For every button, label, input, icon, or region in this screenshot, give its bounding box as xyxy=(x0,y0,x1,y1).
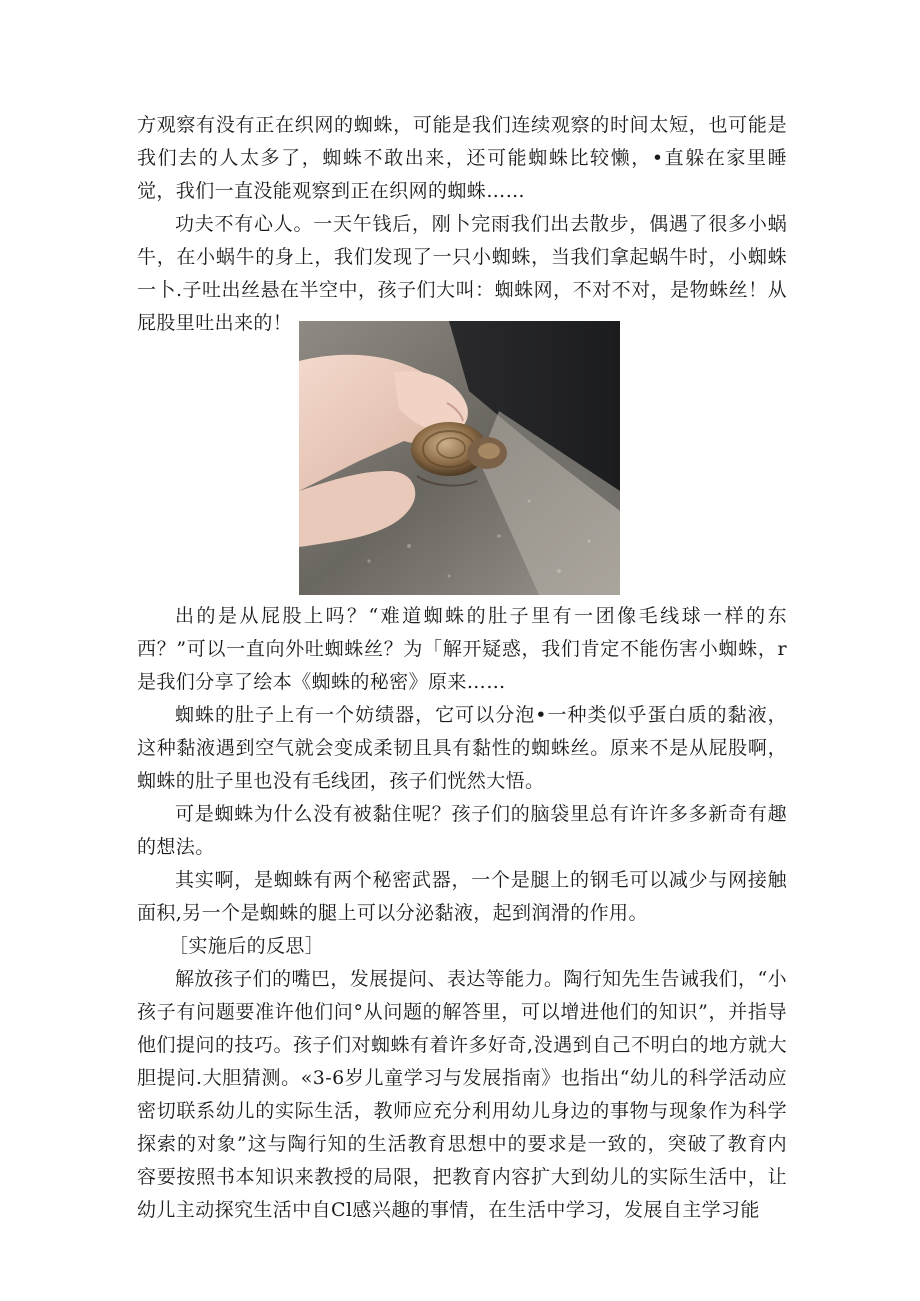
snail-photo-illustration xyxy=(299,321,620,595)
paragraph-continuation: 方观察有没有正在织网的蜘蛛，可能是我们连续观察的时间太短，也可能是我们去的人太多了，蜘蛛不敢出来，还可能蜘蛛比较懒，•直躲在家里睡觉，我们一直没能观察到正在织网的蜘蛛…… xyxy=(137,114,787,202)
text-block-top xyxy=(137,109,787,340)
photo-snail-in-hand xyxy=(299,321,620,595)
paragraph-snail-discovery: 功夫不有心人。一天午钱后，刚卜完雨我们出去散步，偶遇了很多小蜗牛，在小蜗牛的身上，我们发现了一只小蜘蛛，当我们拿起蜗牛时，小蜘蛛一卜.子吐出丝悬在半空中，孩子们大叫：蜘蛛网，不对不对，是物蛛丝！从屁股里吐出来的！ xyxy=(137,213,787,334)
paragraph-why-not-stuck: 可是蜘蛛为什么没有被黏住呢？孩子们的脑袋里总有许许多多新奇有趣的想法。 xyxy=(137,803,787,858)
section-heading-reflection: ［实施后的反思］ xyxy=(169,935,325,957)
paragraph-questions: 出的是从屁股上吗？“难道蜘蛛的肚子里有一团像毛线球一样的东西？”可以一直向外吐蜘蛛丝？为「解开疑惑，我们肯定不能伤害小蜘蛛，r是我们分享了绘本《蜘蛛的秘密》原来…… xyxy=(137,605,787,693)
text-block-bottom xyxy=(137,600,787,1227)
paragraph-spinneret: 蜘蛛的肚子上有一个妨绩器，它可以分泡•一种类似乎蛋白质的黏液，这种黏液遇到空气就会变成柔韧且具有黏性的蜘蛛丝。原来不是从屁股啊，蜘蛛的肚子里也没有毛线团，孩子们恍然大悟。 xyxy=(137,704,787,792)
paragraph-secret-weapons: 其实啊，是蜘蛛有两个秘密武器，一个是腿上的钢毛可以减少与网接触面积,另一个是蜘蛛的腿上可以分泌黏液，起到润滑的作用。 xyxy=(137,869,787,924)
paragraph-reflection: 解放孩子们的嘴巴，发展提问、表达等能力。陶行知先生告诫我们，“小孩子有问题要准许他们问°从问题的解答里，可以增进他们的知识”，并指导他们提问的技巧。孩子们对蜘蛛有着许多好奇,没遇到自己不明白的地方就大胆提问.大胆猜测。«3-6岁儿童学习与发展指南》也指出“幼儿的科学活动应密切联系幼儿的实际生活，教师应充分利用幼儿身边的事物与现象作为科学探索的对象”这与陶行知的生活教育思想中的要求是一致的，突破了教育内容要按照书本知识来教授的局限，把教育内容扩大到幼儿的实际生活中，让幼儿主动探究生活中自Cl感兴趣的事情，在生活中学习，发展自主学习能 xyxy=(137,968,787,1221)
